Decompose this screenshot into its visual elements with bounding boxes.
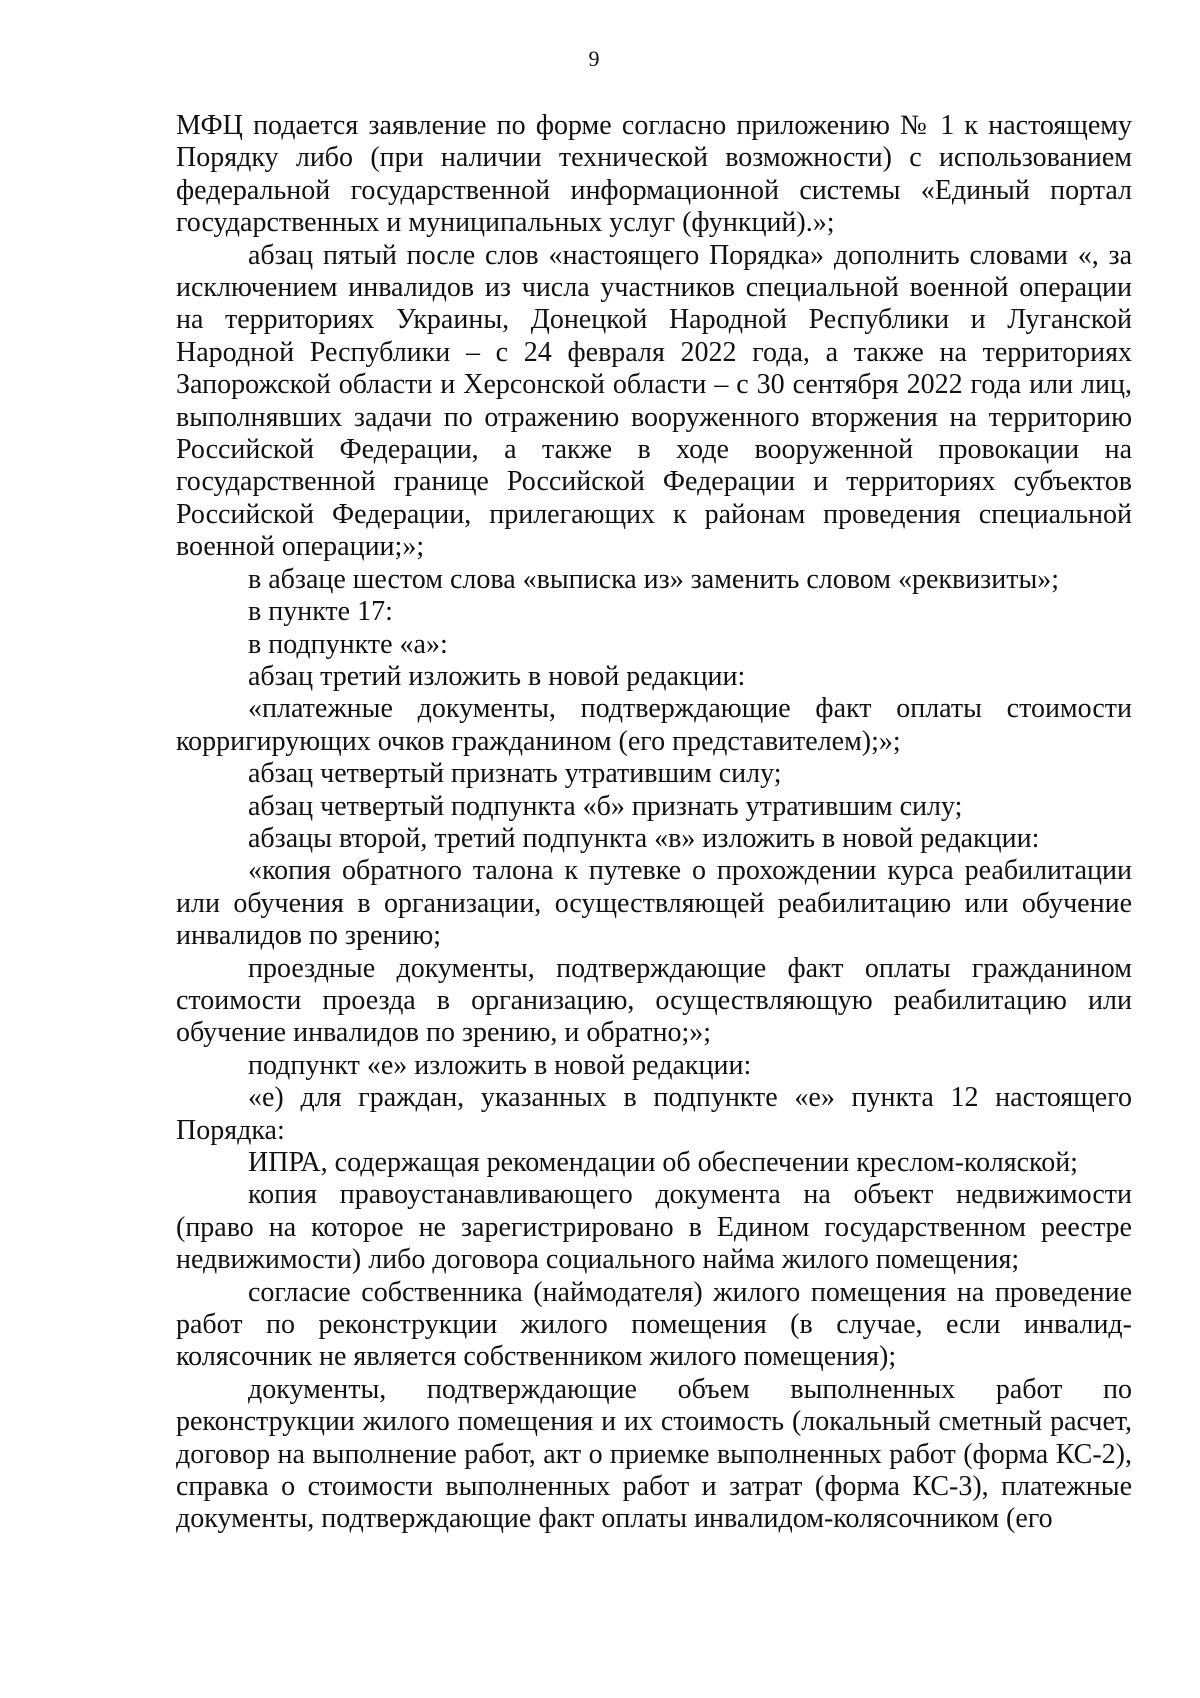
paragraph: «копия обратного талона к путевке о прохождении курса реабилитации или обучения в организации, осуществляющей реабилитацию или обучение инвалидов по зрению; [176, 855, 1132, 952]
paragraph: в подпункте «а»: [248, 628, 448, 660]
paragraph: ИПРА, содержащая рекомендации об обеспечении креслом-коляской; [248, 1147, 1078, 1178]
paragraph: МФЦ подается заявление по форме согласно приложению № 1 к настоящему Порядку либо (при наличии технической возможности) с использованием федеральной государственной информационной системы «Единый портал государственных и муниципальных услуг (функций).»; [176, 110, 1132, 239]
paragraph: в пункте 17: [248, 596, 393, 628]
paragraph: абзац третий изложить в новой редакции: [248, 660, 746, 692]
paragraph: абзацы второй, третий подпункта «в» изложить в новой редакции: [248, 822, 1040, 854]
paragraph: абзац пятый после слов «настоящего Порядка» дополнить словами «, за исключением инвалидов из числа участников специальной военной операции на территориях Украины, Донецкой Народной Республики и Луганской Народной Республики – с 24 февраля 2022 года, а также на территориях Запорожской области и Херсонской области – с 30 сентября 2022 года или лиц, выполнявших задачи по отражению вооруженного вторжения на территорию Российской Федерации, а также в ходе вооруженной провокации на государственной границе Российской Федерации и территориях субъектов Российской Федерации, прилегающих к районам проведения специальной военной операции;»; [176, 239, 1132, 563]
paragraph: абзац четвертый подпункта «б» признать утратившим силу; [248, 790, 963, 822]
document-body [176, 110, 1132, 1536]
paragraph: «платежные документы, подтверждающие факт оплаты стоимости корригирующих очков гражданином (его представителем);»; [176, 693, 1132, 757]
paragraph: проездные документы, подтверждающие факт оплаты гражданином стоимости проезда в организацию, осуществляющую реабилитацию или обучение инвалидов по зрению, и обратно;»; [176, 952, 1132, 1049]
paragraph: документы, подтверждающие объем выполненных работ по реконструкции жилого помещения и их стоимость (локальный сметный расчет, договор на выполнение работ, акт о приемке выполненных работ (форма КС-2), справка о стоимости выполненных работ и затрат (форма КС-3), платежные документы, подтверждающие факт оплаты инвалидом-колясочником (его [176, 1373, 1132, 1535]
paragraph: согласие собственника (наймодателя) жилого помещения на проведение работ по реконструкции жилого помещения (в случае, если инвалид-колясочник не является собственником жилого помещения); [176, 1276, 1132, 1373]
paragraph: в абзаце шестом слова «выписка из» заменить словом «реквизиты»; [248, 563, 1060, 595]
paragraph: подпункт «е» изложить в новой редакции: [248, 1049, 752, 1081]
paragraph: абзац четвертый признать утратившим силу; [248, 758, 782, 790]
paragraph: «е) для граждан, указанных в подпункте «е» пункта 12 настоящего Порядка: [176, 1082, 1132, 1146]
page-number: 9 [588, 46, 600, 71]
paragraph: копия правоустанавливающего документа на объект недвижимости (право на которое не зарегистрировано в Едином государственном реестре недвижимости) либо договора социального найма жилого помещения; [176, 1179, 1132, 1276]
